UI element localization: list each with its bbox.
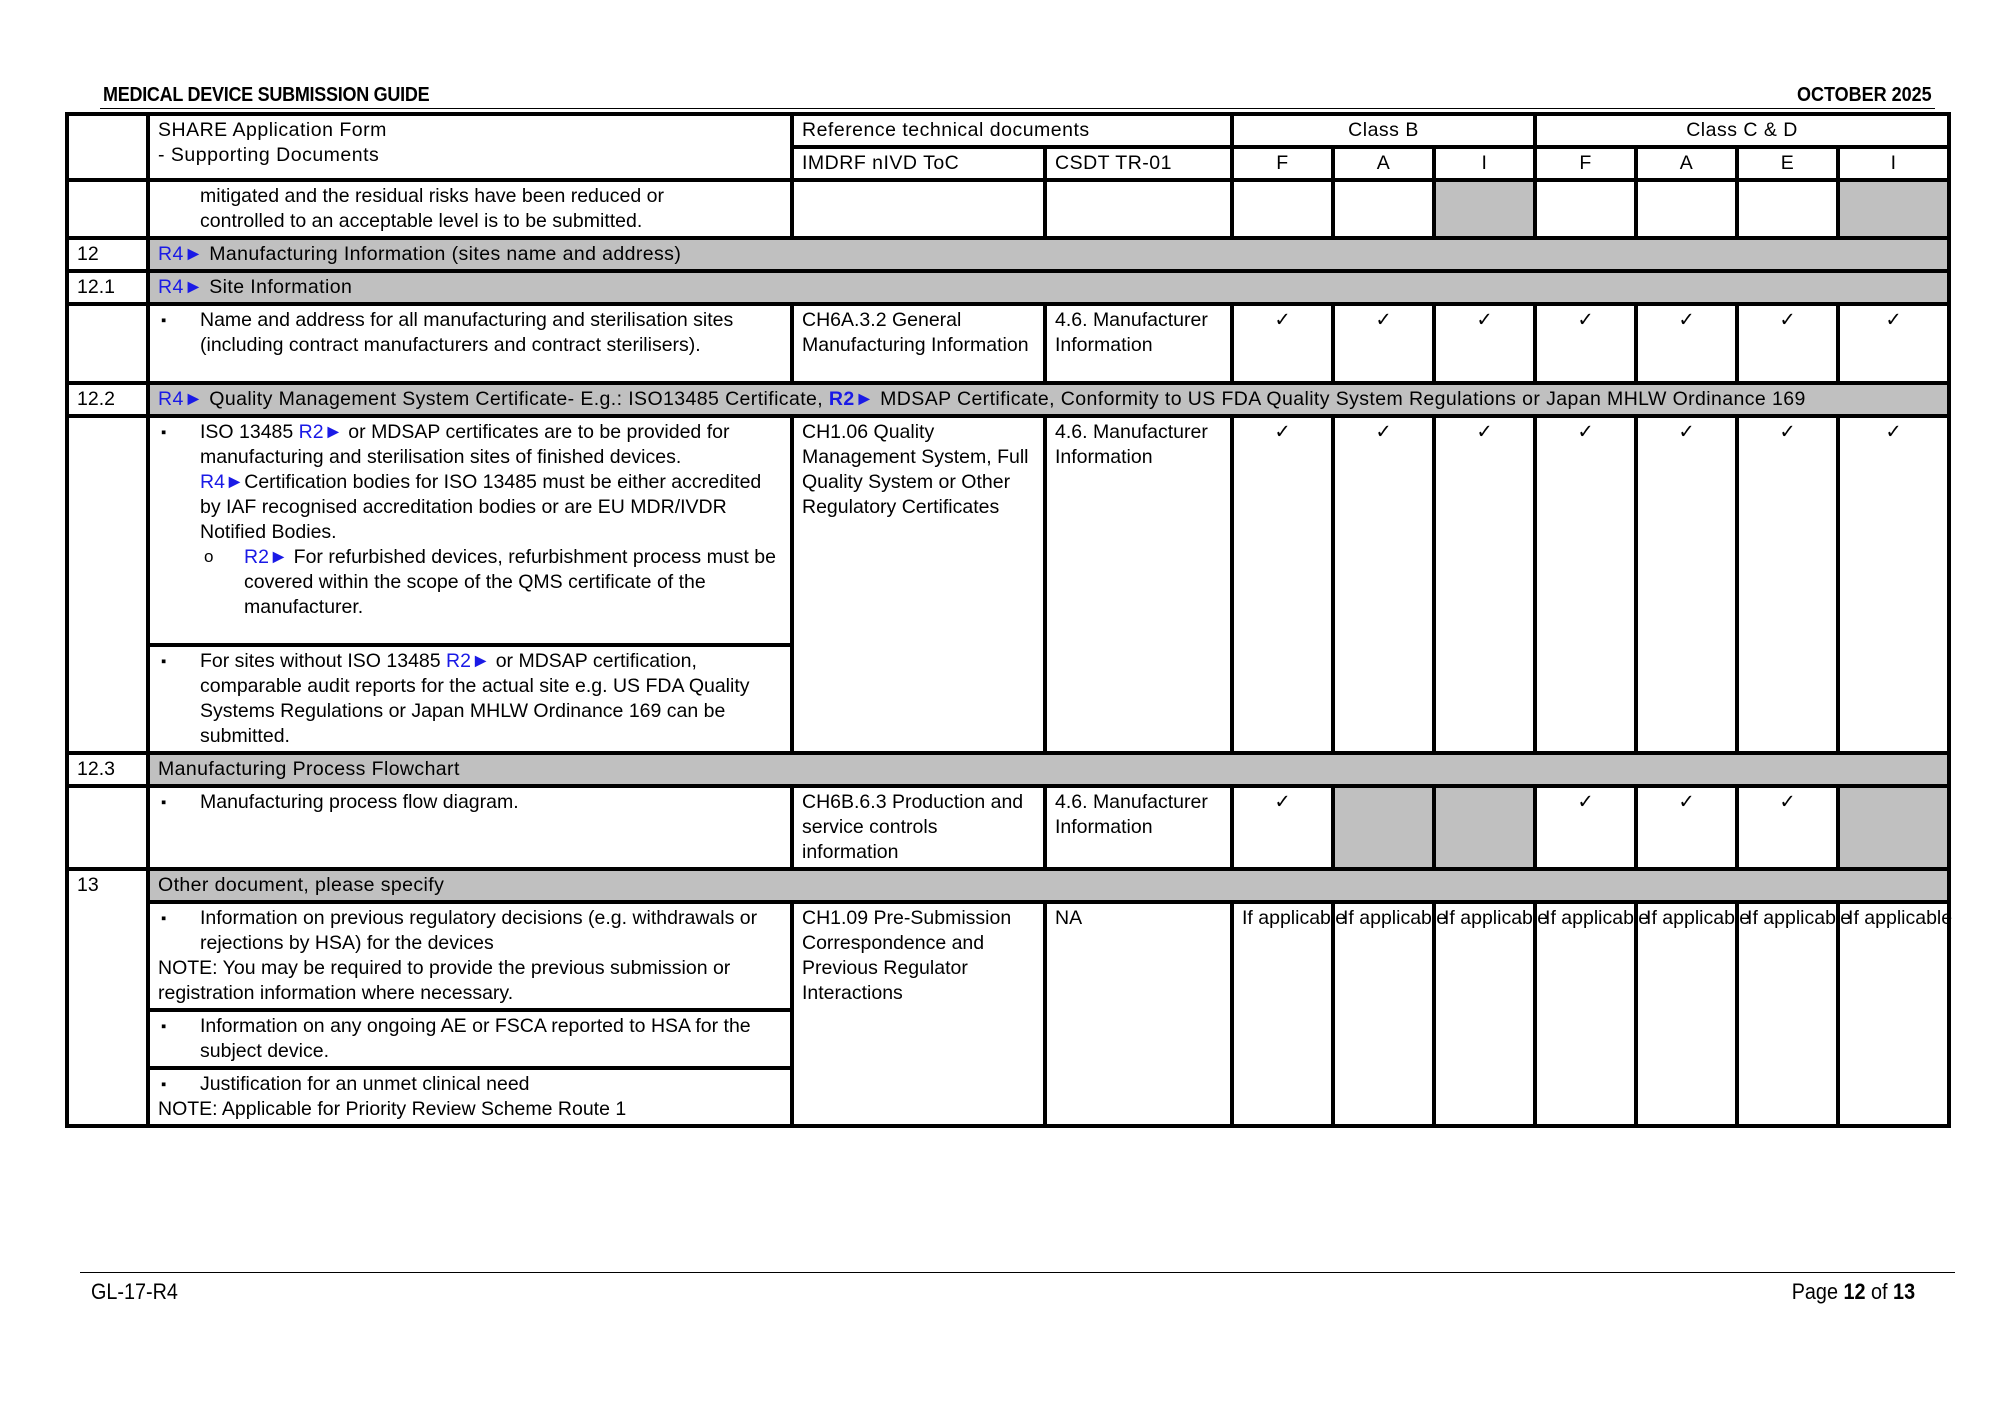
- revision-tag: R4►: [158, 276, 204, 298]
- header-class-cd: Class C & D: [1535, 114, 1949, 147]
- check-cell: ✓: [1636, 304, 1737, 383]
- imdrf-cell: CH6A.3.2 General Manufacturing Information: [792, 304, 1045, 383]
- header-b-i: I: [1434, 147, 1535, 180]
- applicable-cell: If applicable: [1232, 902, 1333, 1126]
- list-item: [158, 420, 782, 545]
- note-text: NOTE: You may be required to provide the previous submission or registration information where necessary.: [158, 957, 731, 1004]
- csdt-cell: 4.6. Manufacturer Information: [1045, 416, 1232, 753]
- text: Certification bodies for ISO 13485 must be either accredited by IAF recognised accreditation bodies or are EU MDR/IVDR Notified Bodies.: [200, 471, 762, 543]
- imdrf-cell: CH1.06 Quality Management System, Full Quality System or Other Regulatory Certificates: [792, 416, 1045, 753]
- check-cell: ✓: [1232, 304, 1333, 383]
- shaded-cell: [1838, 786, 1949, 869]
- table-header-row: [67, 114, 1949, 147]
- section-number: 12.3: [67, 753, 148, 786]
- sub-list-item: [158, 545, 782, 620]
- header-cd-a: A: [1636, 147, 1737, 180]
- text: For refurbished devices, refurbishment process must be covered within the scope of the QMS certificate of the manufacturer.: [244, 546, 776, 618]
- check-cell: [1535, 180, 1636, 238]
- section-title: [148, 238, 1949, 271]
- list-item: ▪ Information on previous regulatory decisions (e.g. withdrawals or rejections by HSA) for the devices: [158, 906, 782, 956]
- section-row-12: [67, 238, 1949, 271]
- csdt-cell: [1045, 180, 1232, 238]
- requirement-cell: [148, 416, 792, 645]
- section-row-12-3: [67, 753, 1949, 786]
- header-reference: Reference technical documents: [792, 114, 1232, 147]
- submission-table: [65, 112, 1951, 1128]
- text: or MDSAP certification, comparable audit reports for the actual site e.g. US FDA Quality Systems Regulations or Japan MHLW Ordinance 169 can be submitted.: [200, 650, 750, 747]
- num-cell: [67, 416, 148, 753]
- section-row-13: [67, 869, 1949, 902]
- revision-tag: R4►: [158, 243, 204, 265]
- text: For sites without ISO 13485: [200, 650, 447, 672]
- num-cell: [67, 180, 148, 238]
- requirement-cell: [148, 1068, 792, 1126]
- check-cell: [1737, 180, 1838, 238]
- header-b-f: F: [1232, 147, 1333, 180]
- check-cell: [1333, 180, 1434, 238]
- revision-tag: R2►: [828, 388, 875, 410]
- page-total: 13: [1892, 1279, 1915, 1304]
- section-row-12-1: [67, 271, 1949, 304]
- header-cd-i: I: [1838, 147, 1949, 180]
- section-title-text: Quality Management System Certificate- E.g.: ISO13485 Certificate,: [203, 388, 829, 410]
- list-item: [158, 649, 782, 749]
- page-current: 12: [1843, 1279, 1866, 1304]
- list-item: ▪ Information on any ongoing AE or FSCA reported to HSA for the subject device.: [158, 1014, 782, 1064]
- header-date: OCTOBER 2025: [1797, 84, 1932, 106]
- num-cell: [67, 304, 148, 383]
- requirement-cell: [148, 304, 792, 383]
- check-cell: ✓: [1232, 786, 1333, 869]
- header-cd-f: F: [1535, 147, 1636, 180]
- check-cell: ✓: [1232, 416, 1333, 753]
- requirement-cell: [148, 786, 792, 869]
- header-num-cell: [67, 114, 148, 180]
- table-row: [67, 902, 1949, 1010]
- applicable-cell: If applicable: [1333, 902, 1434, 1126]
- applicable-cell: If applicable: [1535, 902, 1636, 1126]
- check-cell: ✓: [1838, 304, 1949, 383]
- section-title: [148, 271, 1949, 304]
- text: ISO 13485: [200, 421, 299, 443]
- check-cell: ✓: [1535, 786, 1636, 869]
- text: or MDSAP certificates are to be provided for manufacturing and sterilisation sites of finished devices.: [200, 421, 730, 468]
- check-cell: ✓: [1737, 416, 1838, 753]
- requirement-cell: [148, 645, 792, 753]
- list-item: ▪ Manufacturing process flow diagram.: [158, 790, 782, 815]
- header-class-b: Class B: [1232, 114, 1535, 147]
- applicable-cell: If applicable: [1838, 902, 1949, 1126]
- num-cell: [67, 786, 148, 869]
- section-number: 13: [67, 869, 148, 1126]
- header-rule: [100, 108, 1935, 109]
- header-csdt: CSDT TR-01: [1045, 147, 1232, 180]
- section-title: Manufacturing Process Flowchart: [148, 753, 1949, 786]
- shaded-cell: [1434, 180, 1535, 238]
- check-cell: ✓: [1636, 416, 1737, 753]
- revision-tag: R2►: [244, 546, 289, 568]
- form-subtitle: - Supporting Documents: [158, 144, 380, 166]
- list-item: ▪ Justification for an unmet clinical need: [158, 1072, 782, 1097]
- header-title: MEDICAL DEVICE SUBMISSION GUIDE: [103, 84, 430, 106]
- check-cell: ✓: [1535, 304, 1636, 383]
- shaded-cell: [1838, 180, 1949, 238]
- check-cell: ✓: [1838, 416, 1949, 753]
- imdrf-cell: CH6B.6.3 Production and service controls information: [792, 786, 1045, 869]
- revision-tag: R4►: [200, 471, 245, 493]
- shaded-cell: [1434, 786, 1535, 869]
- check-cell: ✓: [1737, 304, 1838, 383]
- section-number: 12.1: [67, 271, 148, 304]
- check-cell: ✓: [1434, 304, 1535, 383]
- csdt-cell: 4.6. Manufacturer Information: [1045, 304, 1232, 383]
- imdrf-cell: [792, 180, 1045, 238]
- section-title-text: Manufacturing Information (sites name and address): [203, 243, 682, 265]
- requirement-cell: [148, 1010, 792, 1068]
- check-cell: ✓: [1333, 416, 1434, 753]
- footer-rule: [80, 1272, 1955, 1273]
- section-title: [148, 383, 1949, 416]
- imdrf-cell: CH1.09 Pre-Submission Correspondence and Previous Regulator Interactions: [792, 902, 1045, 1126]
- table-row: [67, 304, 1949, 383]
- revision-tag: R4►: [158, 388, 204, 410]
- shaded-cell: [1333, 786, 1434, 869]
- section-number: 12: [67, 238, 148, 271]
- check-cell: ✓: [1636, 786, 1737, 869]
- revision-tag: R2►: [298, 421, 343, 443]
- footer-doc-code: GL-17-R4: [91, 1279, 178, 1304]
- footer-page-number: [1792, 1279, 1915, 1305]
- list-item: ▪ Name and address for all manufacturing and sterilisation sites (including contract manufacturers and contract sterilisers).: [158, 308, 782, 358]
- continuation-text: [148, 180, 792, 238]
- check-cell: [1232, 180, 1333, 238]
- header-form-cell: [148, 114, 792, 180]
- section-row-12-2: [67, 383, 1949, 416]
- header-cd-e: E: [1737, 147, 1838, 180]
- form-title: SHARE Application Form: [158, 119, 387, 141]
- csdt-cell: 4.6. Manufacturer Information: [1045, 786, 1232, 869]
- csdt-cell: NA: [1045, 902, 1232, 1126]
- section-title: Other document, please specify: [148, 869, 1949, 902]
- check-cell: [1636, 180, 1737, 238]
- check-cell: ✓: [1434, 416, 1535, 753]
- check-cell: ✓: [1333, 304, 1434, 383]
- note-text: NOTE: Applicable for Priority Review Scheme Route 1: [158, 1098, 627, 1120]
- applicable-cell: If applicable: [1636, 902, 1737, 1126]
- section-number: 12.2: [67, 383, 148, 416]
- check-cell: ✓: [1737, 786, 1838, 869]
- section-title-text: MDSAP Certificate, Conformity to US FDA Quality System Regulations or Japan MHLW Ordinance 169: [874, 388, 1806, 410]
- revision-tag: R2►: [446, 650, 491, 672]
- requirement-cell: [148, 902, 792, 1010]
- table-row: [67, 180, 1949, 238]
- table-row: [67, 416, 1949, 645]
- applicable-cell: If applicable: [1434, 902, 1535, 1126]
- applicable-cell: If applicable: [1737, 902, 1838, 1126]
- continuation-line: controlled to an acceptable level is to be submitted.: [200, 210, 643, 232]
- header-b-a: A: [1333, 147, 1434, 180]
- check-cell: ✓: [1535, 416, 1636, 753]
- page-word: Page: [1791, 1279, 1838, 1304]
- of-word: of: [1870, 1279, 1888, 1304]
- section-title-text: Site Information: [203, 276, 353, 298]
- continuation-line: mitigated and the residual risks have been reduced or: [200, 185, 664, 207]
- table-row: [67, 786, 1949, 869]
- header-imdrf: IMDRF nIVD ToC: [792, 147, 1045, 180]
